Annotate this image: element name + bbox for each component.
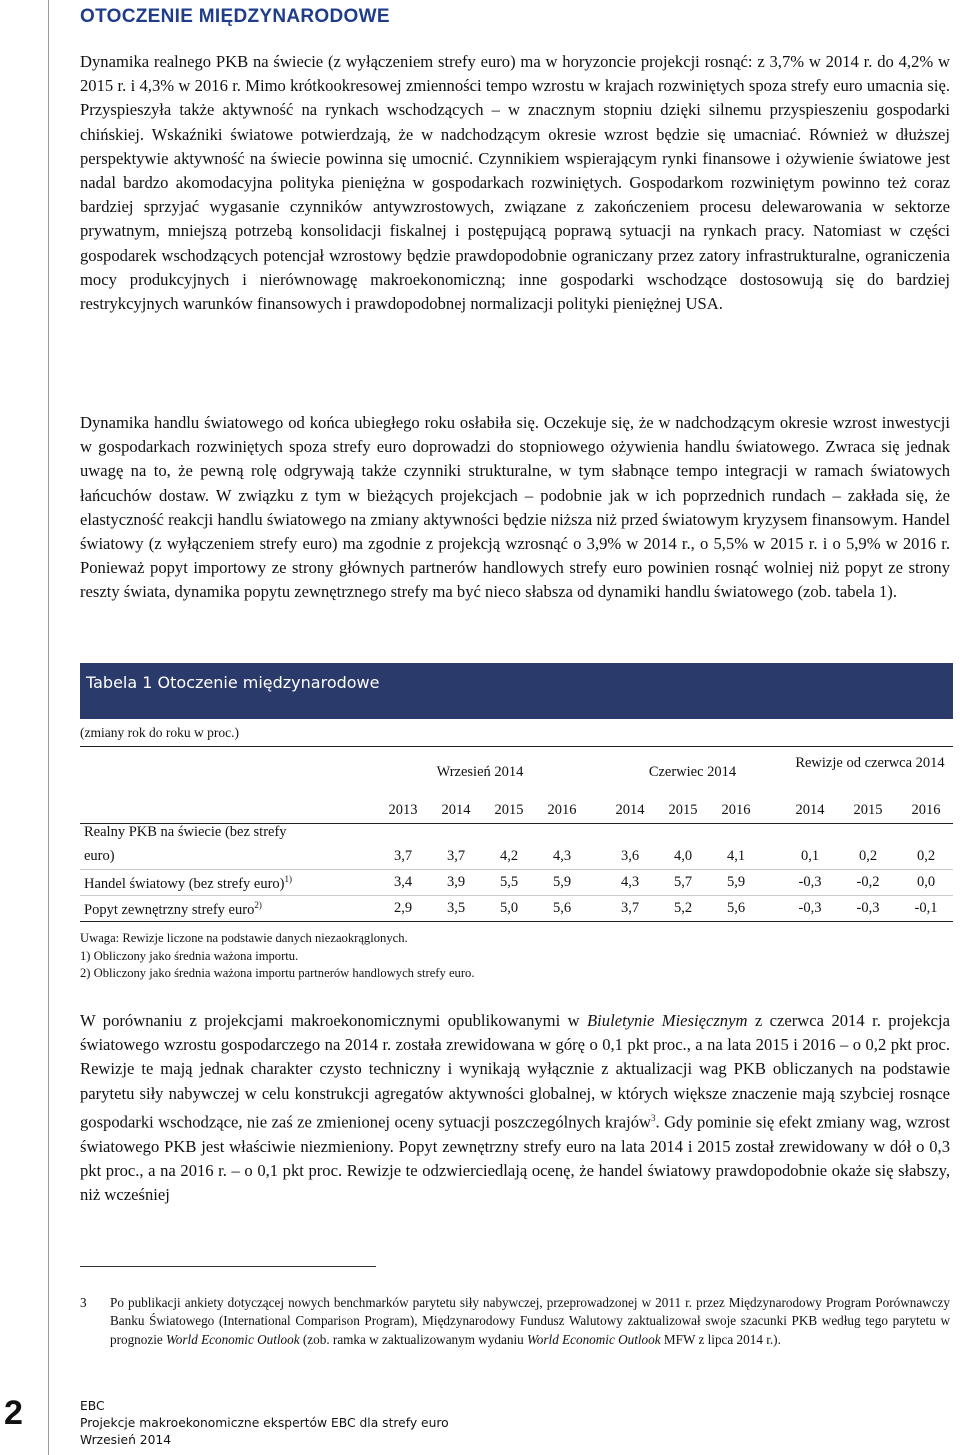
table-unit: (zmiany rok do roku w proc.) (80, 725, 239, 740)
table-cell: 4,3 (552, 848, 572, 864)
table-cell: 0,0 (916, 874, 936, 890)
year-header: 2014 (795, 802, 825, 818)
footnote-text-part: Po publikacji ankiety dotyczącej nowych benchmarków parytetu siły nabywczej, przeprowadzonej w 2011 r. przez Międzynarodowy Program Porównawczy Banku Światowego (International Comparison Program), Międzynarodowy Fundusz Walutowy zaktualizował swoje szacunki PKB według tego parytetu w prognozie (110, 1295, 950, 1347)
table-cell: 2,9 (393, 900, 413, 916)
table-bottom-rule (80, 921, 953, 922)
table-cell: -0,2 (856, 874, 880, 890)
footer-date: Wrzesień 2014 (80, 1433, 172, 1447)
footnote-ref: 3 (651, 1112, 656, 1123)
table-cell: -0,3 (856, 900, 880, 916)
publication-title: World Economic Outlook (166, 1331, 300, 1347)
table-cell: 3,7 (446, 848, 466, 864)
publication-title: World Economic Outlook (527, 1331, 661, 1347)
group-header-september: Wrzesień 2014 (436, 764, 524, 780)
row-label-footnote-ref: 1) (284, 874, 293, 884)
section-header: OTOCZENIE MIĘDZYNARODOWE (80, 6, 390, 27)
row-label-footnote-ref: 2) (254, 900, 262, 910)
table-cell: 5,5 (499, 874, 519, 890)
footer-publication: Projekcje makroekonomiczne ekspertów EBC dla strefy euro (80, 1416, 449, 1430)
table-cell: 4,0 (673, 848, 693, 864)
paragraph-text: z czerwca 2014 r. projekcja światowego wzrostu gospodarczego na 2014 r. została zrewidowana w górę o 0,1 pkt proc., a na lata 2015 i 2016 – o 0,2 pkt proc. Rewizje te mają jednak charakter czysto techniczny i wynikają wyłącznie z aktualizacji wag PKB obliczanych na podstawie parytetu siły nabywczej w celu konstrukcji agregatów aktywności globalnej, w których większe znaczenie mają szybciej rosnące gospodarki wschodzące, nie zaś ze zmienionej oceny sytuacji poszczególnych krajów (80, 1011, 951, 1132)
publication-title: Biuletynie Miesięcznym (587, 1011, 748, 1030)
paragraph-text: . Gdy pominie się efekt zmiany wag, wzrost światowego PKB jest właściwie niezmieniony. Popyt zewnętrzny strefy euro na lata 2014 i 2015 został zrewidowany w dół o 0,3 pkt proc., a na 2016 r. – o 0,1 pkt proc. Rewizje te odzwierciedlają ocenę, że handel światowy prawdopodobnie okaże się słabszy, niż wcześniej (80, 1112, 950, 1204)
table-cell: 0,1 (800, 848, 820, 864)
table-row-rule-2 (80, 895, 953, 896)
group-header-june: Czerwiec 2014 (648, 764, 737, 780)
row-label-world-gdp-line1: Realny PKB na świecie (bez strefy (84, 824, 287, 840)
table-note: 1) Obliczony jako średnia ważona importu. (80, 949, 299, 963)
row-label-text: Handel światowy (bez strefy euro) (84, 875, 285, 892)
table-note: Uwaga: Rewizje liczone na podstawie danych niezaokrąglonych. (80, 931, 408, 945)
table-cell: 5,6 (552, 900, 572, 916)
table-title: Tabela 1 Otoczenie międzynarodowe (80, 663, 953, 719)
table-cell: 4,3 (620, 874, 640, 890)
year-header: 2015 (494, 802, 524, 818)
row-label-world-gdp-line2: euro) (84, 848, 115, 864)
table-cell: 3,6 (620, 848, 640, 864)
paragraph-world-trade: Dynamika handlu światowego od końca ubiegłego roku osłabiła się. Oczekuje się, że w nadchodzącym okresie wzrost inwestycji w gospodarkach rozwiniętych spoza strefy euro doprowadzi do stopniowego ożywienia handlu światowego. Zwraca się jednak uwagę na to, że pewną rolę odgrywają także czynniki strukturalne, w tym słabnące tempo integracji w ramach światowych łańcuchów dostaw. W związku z tym w bieżących projekcjach – podobnie jak w ich poprzednich rundach – zakłada się, że elastyczność reakcji handlu światowego na zmiany aktywności będzie niższa niż przed światowym kryzysem finansowym. Handel światowy (z wyłączeniem strefy euro) ma zgodnie z projekcją wzrosnąć o 3,9% w 2014 r., o 5,5% w 2015 r. i o 5,9% w 2016 r. Ponieważ popyt importowy ze strony głównych partnerów handlowych strefy euro powinien rosnąć wolniej niż popyt ze strony reszty świata, dynamika popytu zewnętrznego strefy ma być nieco słabsza od dynamiki handlu światowego (zob. tabela 1). (80, 413, 950, 602)
table-cell: 0,2 (858, 848, 878, 864)
footnote-text (110, 1294, 950, 1349)
table-cell: 5,2 (673, 900, 693, 916)
table-cell: 3,7 (620, 900, 640, 916)
table-cell: 5,7 (673, 874, 693, 890)
table-row-rule-1 (80, 869, 953, 870)
footnote-number: 3 (80, 1295, 87, 1310)
year-header: 2014 (441, 802, 471, 818)
table-cell: 3,7 (393, 848, 413, 864)
year-header: 2015 (853, 802, 883, 818)
table-cell: 4,1 (726, 848, 746, 864)
table-cell: 3,4 (393, 874, 413, 890)
table-cell: -0,1 (914, 900, 938, 916)
table-cell: 4,2 (499, 848, 519, 864)
year-header: 2016 (721, 802, 751, 818)
year-header: 2014 (615, 802, 645, 818)
paragraph-text: W porównaniu z projekcjami makroekonomicznymi opublikowanymi w (80, 1011, 588, 1030)
table-cell: 3,5 (446, 900, 466, 916)
group-header-revisions: Rewizje od czerwca 2014 (795, 755, 945, 771)
table-cell: -0,3 (798, 874, 822, 890)
table-note: 2) Obliczony jako średnia ważona importu partnerów handlowych strefy euro. (80, 966, 475, 980)
year-header: 2015 (668, 802, 698, 818)
row-label-world-trade (84, 874, 292, 893)
page-number: 2 (4, 1394, 23, 1432)
table-cell: 3,9 (446, 874, 466, 890)
footnote-text-part: MFW z lipca 2014 r.). (660, 1331, 781, 1347)
table-cell: 0,2 (916, 848, 936, 864)
table-cell: -0,3 (798, 900, 822, 916)
table-top-rule (80, 746, 953, 747)
footnote (80, 1294, 950, 1349)
year-header: 2013 (388, 802, 418, 818)
year-header: 2016 (911, 802, 941, 818)
row-label-foreign-demand (84, 900, 262, 919)
table-cell: 5,6 (726, 900, 746, 916)
table-cell: 5,9 (552, 874, 572, 890)
left-margin-rule (48, 0, 49, 1455)
table-cell: 5,0 (499, 900, 519, 916)
table-cell: 5,9 (726, 874, 746, 890)
footnote-separator (80, 1266, 376, 1267)
footer-publisher: EBC (80, 1399, 105, 1413)
footnote-text-part: (zob. ramka w zaktualizowanym wydaniu (299, 1331, 528, 1347)
paragraph-revisions (80, 1009, 950, 1207)
year-header: 2016 (547, 802, 577, 818)
row-label-text: Popyt zewnętrzny strefy euro (84, 901, 255, 918)
paragraph-world-gdp: Dynamika realnego PKB na świecie (z wyłączeniem strefy euro) ma w horyzoncie projekcji rosnąć: z 3,7% w 2014 r. do 4,2% w 2015 r. i 4,3% w 2016 r. Mimo krótkookresowej zmienności tempo wzrostu w krajach rozwiniętych spoza strefy euro umacnia się. Przyspieszyła także aktywność na rynkach wschodzących – w znacznym stopniu dzięki silnemu przyspieszeniu gospodarki chińskiej. Wskaźniki światowe potwierdzają, że w nadchodzącym okresie wzrost będzie się umacniać. Również w dłuższej perspektywie aktywność na świecie powinna się umocnić. Czynnikiem wspierającym rynki finansowe i ożywienie światowe jest nadal bardzo akomodacyjna polityka pieniężna w gospodarkach rozwiniętych. Gospodarkom rozwiniętym powinno też coraz bardziej sprzyjać wygasanie czynników antywzrostowych, związane z zakończeniem procesu delewarowania w sektorze prywatnym, mniejszą potrzebą konsolidacji fiskalnej i postępującą poprawą sytuacji na rynkach pracy. Natomiast w części gospodarek wschodzących potencjał wzrostowy będzie prawdopodobnie ograniczany przez zatory infrastrukturalne, ograniczenia mocy produkcyjnych i nierównowagę makroekonomiczną; inne gospodarki wschodzące dostosowują się do bardziej restrykcyjnych warunków finansowych i prawdopodobnej normalizacji polityki pieniężnej USA. (80, 52, 950, 314)
